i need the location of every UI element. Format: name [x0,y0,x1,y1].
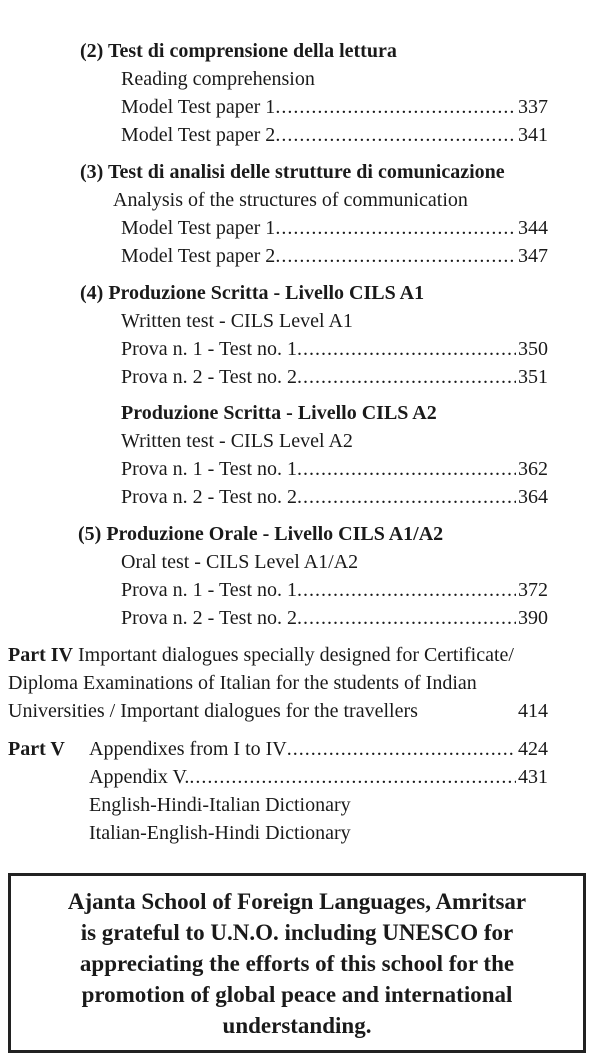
acknowledgement-box [8,873,586,1053]
toc-entry [121,483,548,511]
section-heading: Produzione Scritta - Livello CILS A2 [121,402,437,424]
toc-entry [121,93,548,121]
section-heading: (4) Produzione Scritta - Livello CILS A1 [80,282,425,304]
part-iv-line-2: Diploma Examinations of Italian for the students of Indian [8,672,477,694]
leader-dots [297,363,516,391]
part-v-label: Part V [8,738,65,760]
part-iv-line-3 [8,697,548,725]
toc-entry [121,363,548,391]
toc-entry-page: 372 [518,579,548,601]
leader-dots [275,242,516,270]
part-iv-text-3: Universities / Important dialogues for the travellers [8,700,418,722]
section-subheading: Written test - CILS Level A1 [121,310,353,332]
part-iv-label: Part IV [8,644,73,666]
toc-entry-page: 362 [518,458,548,480]
part-iv-text-1: Important dialogues specially designed for Certificate/ [77,644,514,666]
toc-entry-page: 424 [518,738,548,760]
toc-entry-page: 347 [518,245,548,267]
leader-dots [189,763,516,791]
dictionary-entry: Italian-English-Hindi Dictionary [89,822,351,844]
toc-entry-page: 341 [518,124,548,146]
toc-entry-page: 431 [518,766,548,788]
toc-entry-label: Appendix V. [89,766,190,788]
leader-dots [297,335,516,363]
toc-entry-page: 364 [518,486,548,508]
toc-entry [121,121,548,149]
toc-entry-page: 337 [518,96,548,118]
part-iv-page: 414 [518,700,548,722]
toc-entry [121,455,548,483]
acknowledgement-text: Ajanta School of Foreign Languages, Amritsar is grateful to U.N.O. including UNESCO for appreciating the efforts of this school for the promotion of global peace and international understanding. [67,888,527,1038]
leader-dots [297,576,516,604]
toc-entry-label: Model Test paper 2 [121,245,276,267]
section-subheading: Written test - CILS Level A2 [121,430,353,452]
section-subheading: Reading comprehension [121,68,315,90]
toc-entry [89,763,548,791]
toc-entry [121,242,548,270]
toc-entry-label: Prova n. 1 - Test no. 1 [121,579,297,601]
toc-entry [121,576,548,604]
toc-entry-page: 351 [518,366,548,388]
toc-entry-label: Prova n. 2 - Test no. 2 [121,607,297,629]
toc-entry-page: 350 [518,338,548,360]
leader-dots [275,121,516,149]
toc-entry-page: 390 [518,607,548,629]
section-heading: (2) Test di comprensione della lettura [80,40,397,62]
toc-entry [89,735,548,763]
toc-entry [121,335,548,363]
toc-entry [121,604,548,632]
toc-entry-label: Prova n. 1 - Test no. 1 [121,338,297,360]
toc-entry-label: Appendixes from I to IV [89,738,287,760]
toc-entry-label: Model Test paper 1 [121,96,276,118]
toc-entry-label: Prova n. 1 - Test no. 1 [121,458,297,480]
toc-entry [121,214,548,242]
leader-dots [297,604,516,632]
toc-entry-label: Prova n. 2 - Test no. 2 [121,486,297,508]
section-heading: (3) Test di analisi delle strutture di comunicazione [80,161,505,183]
leader-dots [275,214,516,242]
toc-entry-label: Model Test paper 2 [121,124,276,146]
leader-dots [297,455,516,483]
part-iv-line-1 [8,641,514,669]
leader-dots [297,483,516,511]
section-subheading: Oral test - CILS Level A1/A2 [121,551,359,573]
toc-entry-label: Model Test paper 1 [121,217,276,239]
toc-entry-label: Prova n. 2 - Test no. 2 [121,366,297,388]
leader-dots [275,93,516,121]
section-heading: (5) Produzione Orale - Livello CILS A1/A2 [78,523,444,545]
toc-entry-page: 344 [518,217,548,239]
leader-dots [287,735,516,763]
section-subheading: Analysis of the structures of communication [113,189,468,211]
dictionary-entry: English-Hindi-Italian Dictionary [89,794,351,816]
